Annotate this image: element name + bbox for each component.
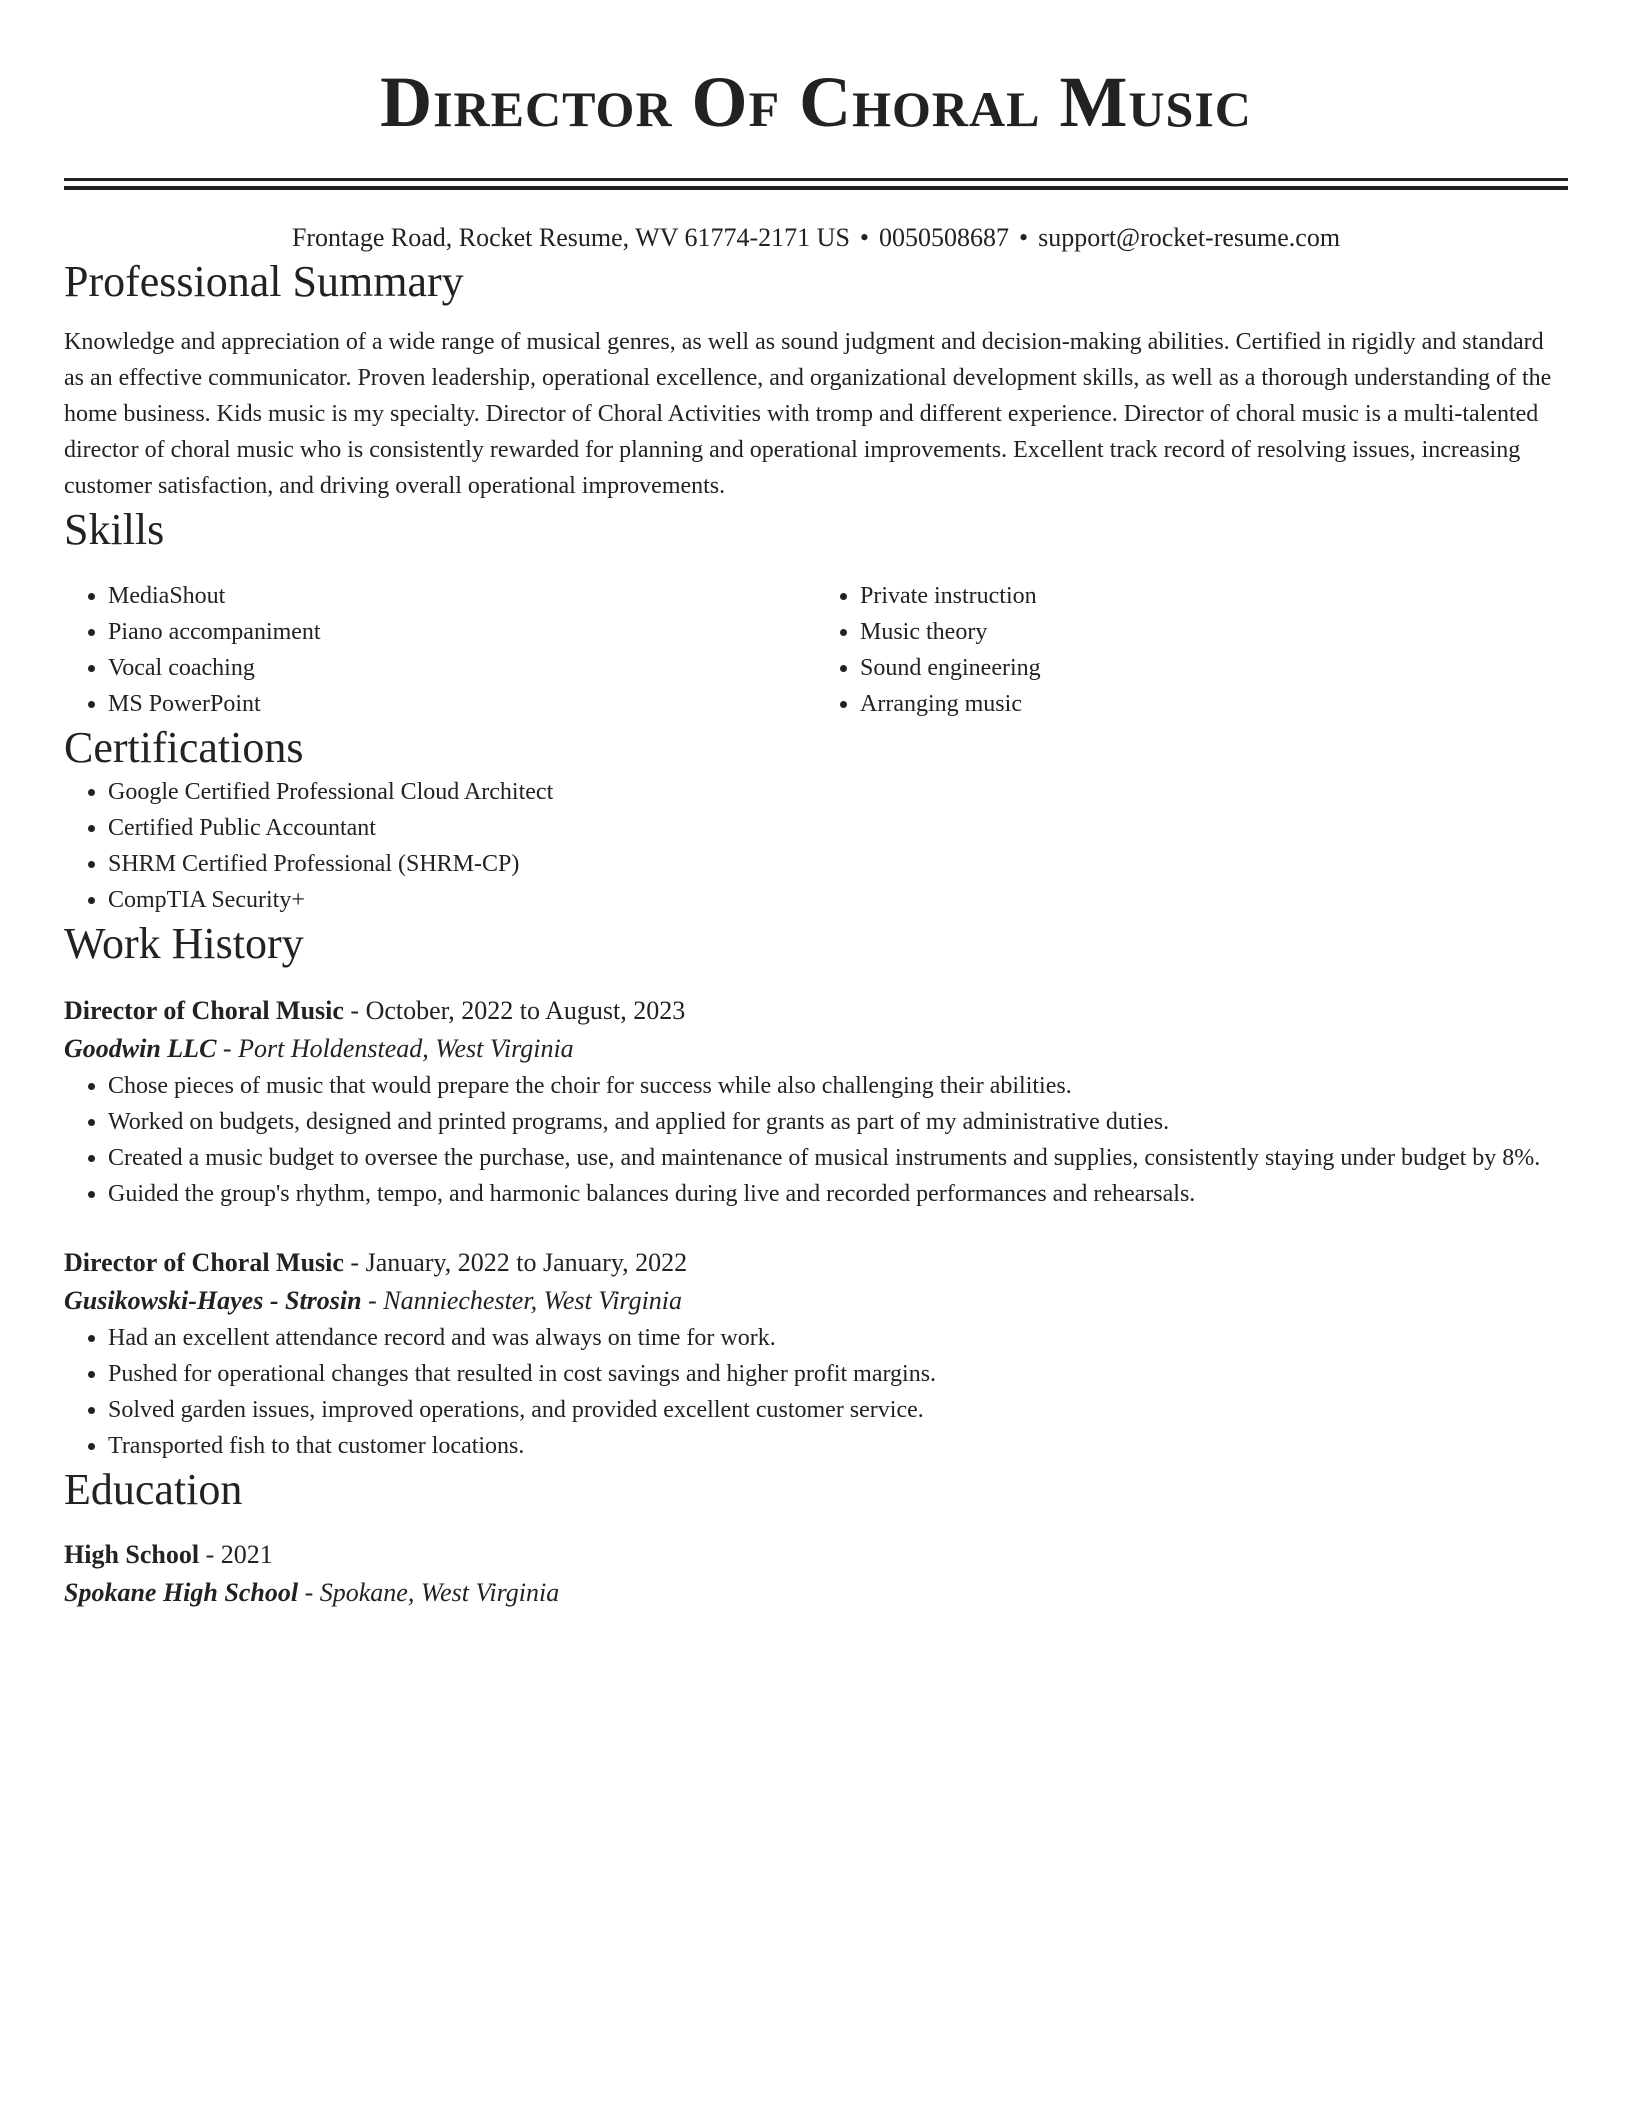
education-degree: High School [64,1540,200,1569]
job-duty: • Chose pieces of music that would prepare the choir for success while also challenging their abilities. [108,1068,1568,1104]
job-dates: January, 2022 to January, 2022 [365,1248,688,1277]
job-entry [64,992,1568,1212]
education-dash: - [298,1578,320,1607]
job-dash: - [343,1248,366,1277]
education-location: Spokane, West Virginia [319,1578,560,1607]
job-location: Nanniechester, West Virginia [383,1286,683,1315]
job-duties-list [64,1320,1568,1464]
contact-separator: • [1019,223,1029,252]
education-year: 2021 [220,1540,273,1569]
contact-phone: 0050508687 [879,223,1010,252]
education-heading: Education [64,1465,243,1514]
skill-item: • Private instruction [860,578,1568,614]
job-role: Director of Choral Music [64,996,344,1025]
job-header [64,1244,1568,1282]
job-duty: • Worked on budgets, designed and printed programs, and applied for grants as part of my administrative duties. [108,1104,1568,1140]
education-header [64,1536,1568,1574]
job-location: Port Holdenstead, West Virginia [238,1034,574,1063]
skills-list-right [816,578,1568,722]
job-role: Director of Choral Music [64,1248,344,1277]
contact-email: support@rocket-resume.com [1038,223,1341,252]
summary-heading: Professional Summary [64,257,464,306]
job-header [64,992,1568,1030]
job-duty: • Pushed for operational changes that resulted in cost savings and higher profit margins. [108,1356,1568,1392]
skills-column-left [64,578,816,722]
skill-item: • Music theory [860,614,1568,650]
skills-grid [64,578,1568,722]
contact-separator: • [859,223,870,252]
job-dash: - [361,1286,384,1315]
job-company: Goodwin LLC [64,1034,217,1063]
skill-item: • MS PowerPoint [108,686,816,722]
job-entry [64,1244,1568,1464]
job-company-line [64,1282,1568,1320]
work-history-heading: Work History [64,919,304,968]
skills-list-left [64,578,816,722]
contact-address: Frontage Road, Rocket Resume, WV 61774-2171 US [291,223,850,252]
skill-item: • Vocal coaching [108,650,816,686]
certification-item: • SHRM Certified Professional (SHRM-CP) [108,846,1568,882]
summary-text: Knowledge and appreciation of a wide range of musical genres, as well as sound judgment and decision-making abilities. Certified in rigidly and standard as an effective communicator. Proven leadership, operational excellence, and organizational development skills, as well as a thorough understanding of the home business. Kids music is my specialty. Director of Choral Activities with tromp and different experience. Director of choral music is a multi-talented director of choral music who is consistently rewarded for planning and operational improvements. Excellent track record of resolving issues, increasing customer satisfaction, and driving overall operational improvements. [64,329,1552,499]
skills-heading: Skills [64,505,165,554]
certification-item: • Certified Public Accountant [108,810,1568,846]
job-dates: October, 2022 to August, 2023 [365,996,686,1025]
education-school-line [64,1574,1568,1612]
skill-item: • Sound engineering [860,650,1568,686]
job-duty: • Had an excellent attendance record and was always on time for work. [108,1320,1568,1356]
job-company-line [64,1030,1568,1068]
job-dash: - [216,1034,239,1063]
skill-item: • Piano accompaniment [108,614,816,650]
skill-item: • Arranging music [860,686,1568,722]
header-double-rule [64,178,1568,190]
job-duty: • Transported fish to that customer locations. [108,1428,1568,1464]
skill-item: • MediaShout [108,578,816,614]
certifications-list [64,774,1568,918]
certification-item: • CompTIA Security+ [108,882,1568,918]
education-entry [64,1536,1568,1612]
resume-name: Director Of Choral Music [380,62,1252,142]
certifications-heading: Certifications [64,723,304,772]
job-duty: • Guided the group's rhythm, tempo, and harmonic balances during live and recorded performances and rehearsals. [108,1176,1568,1212]
job-duty: • Solved garden issues, improved operations, and provided excellent customer service. [108,1392,1568,1428]
contact-line [64,220,1568,256]
certification-item: • Google Certified Professional Cloud Architect [108,774,1568,810]
education-school: Spokane High School [64,1578,299,1607]
job-duties-list [64,1068,1568,1212]
job-company: Gusikowski-Hayes - Strosin [64,1286,362,1315]
skills-column-right [816,578,1568,722]
job-duty: • Created a music budget to oversee the purchase, use, and maintenance of musical instruments and supplies, consistently staying under budget by 8%. [108,1140,1568,1176]
job-dash: - [343,996,366,1025]
education-dash: - [199,1540,221,1569]
